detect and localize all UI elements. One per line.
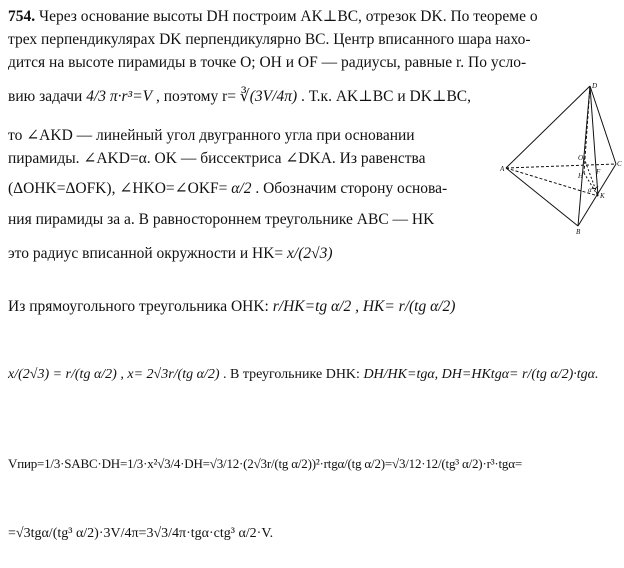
line-9 bbox=[8, 245, 333, 263]
line-5: то ∠AKD — линейный угол двугранного угла при основании bbox=[8, 127, 415, 144]
label-b: B bbox=[576, 228, 581, 236]
line-8: ния пирамиды за a. В равностороннем треугольнике ABC — HK bbox=[8, 211, 435, 228]
line-4 bbox=[8, 88, 471, 106]
line-9-text: это радиус вписанной окружности и HK= bbox=[8, 245, 284, 262]
label-d: D bbox=[592, 82, 598, 90]
line-7-text-b: . Обозначим сторону основа- bbox=[255, 180, 448, 197]
line-10-text: Из прямоугольного треугольника OHK: bbox=[8, 298, 269, 315]
line-2: трех перпендикулярах DK перпендикулярно BC. Центр вписанного шара нахо- bbox=[8, 31, 531, 48]
volume-formula: 4/3 π·r³=V bbox=[86, 88, 153, 105]
line-11 bbox=[8, 366, 599, 384]
radius-formula: ∛(3V/4π) bbox=[239, 88, 298, 105]
line-13: =√3tgα/(tg³ α/2)·3V/4π=3√3/4π·tgα·ctg³ α/2·V. bbox=[8, 526, 274, 541]
pyramid-figure bbox=[500, 78, 622, 238]
line-7 bbox=[8, 180, 447, 198]
line-11-eq: x/(2√3) = r/(tg α/2) , x= 2√3r/(tg α/2) bbox=[8, 367, 220, 382]
line-1 bbox=[8, 8, 538, 26]
label-k: K bbox=[600, 192, 605, 200]
label-o: O bbox=[578, 154, 584, 162]
label-c: C bbox=[617, 160, 622, 168]
line-11-text: . В треугольнике DHK: bbox=[222, 367, 360, 382]
line-3: дится на высоте пирамиды в точке О; OH и OF — радиусы, равные r. По усло- bbox=[8, 54, 527, 71]
line-4-text-c: . Т.к. AK⊥BC и DK⊥BC, bbox=[301, 88, 472, 105]
line-7-text-a: (ΔOHK=ΔOFK), ∠HKO=∠OKF= bbox=[8, 180, 228, 197]
line-4-text-b: , поэтому r= bbox=[156, 88, 236, 105]
line-10-eq: r/HK=tg α/2 , HK= r/(tg α/2) bbox=[272, 298, 456, 315]
label-alpha: α bbox=[588, 186, 592, 194]
line-4-text-a: вию задачи bbox=[8, 88, 83, 105]
line-12: Vпир=1/3·SABC·DH=1/3·x²√3/4·DH=√3/12·(2√3r/(tg α/2))²·rtgα/(tg α/2)=√3/12·12/(tg³ α/2)·r³·tgα= bbox=[8, 456, 522, 471]
problem-number: 754. bbox=[8, 8, 36, 25]
line-10 bbox=[8, 298, 455, 316]
label-a: A bbox=[500, 165, 505, 173]
hk-formula: x/(2√3) bbox=[287, 245, 333, 262]
line-11-eq2: DH/HK=tgα, DH=HKtgα= r/(tg α/2)·tgα. bbox=[363, 367, 599, 382]
line-6: пирамиды. ∠AKD=α. OK — биссектриса ∠DKA. Из равенства bbox=[8, 150, 426, 167]
label-h: H bbox=[578, 172, 584, 180]
half-alpha: α/2 bbox=[231, 180, 252, 197]
line-1-text: Через основание высоты DH построим AK⊥BC, отрезок DK. По теореме о bbox=[39, 8, 538, 25]
label-f: F bbox=[596, 168, 601, 176]
